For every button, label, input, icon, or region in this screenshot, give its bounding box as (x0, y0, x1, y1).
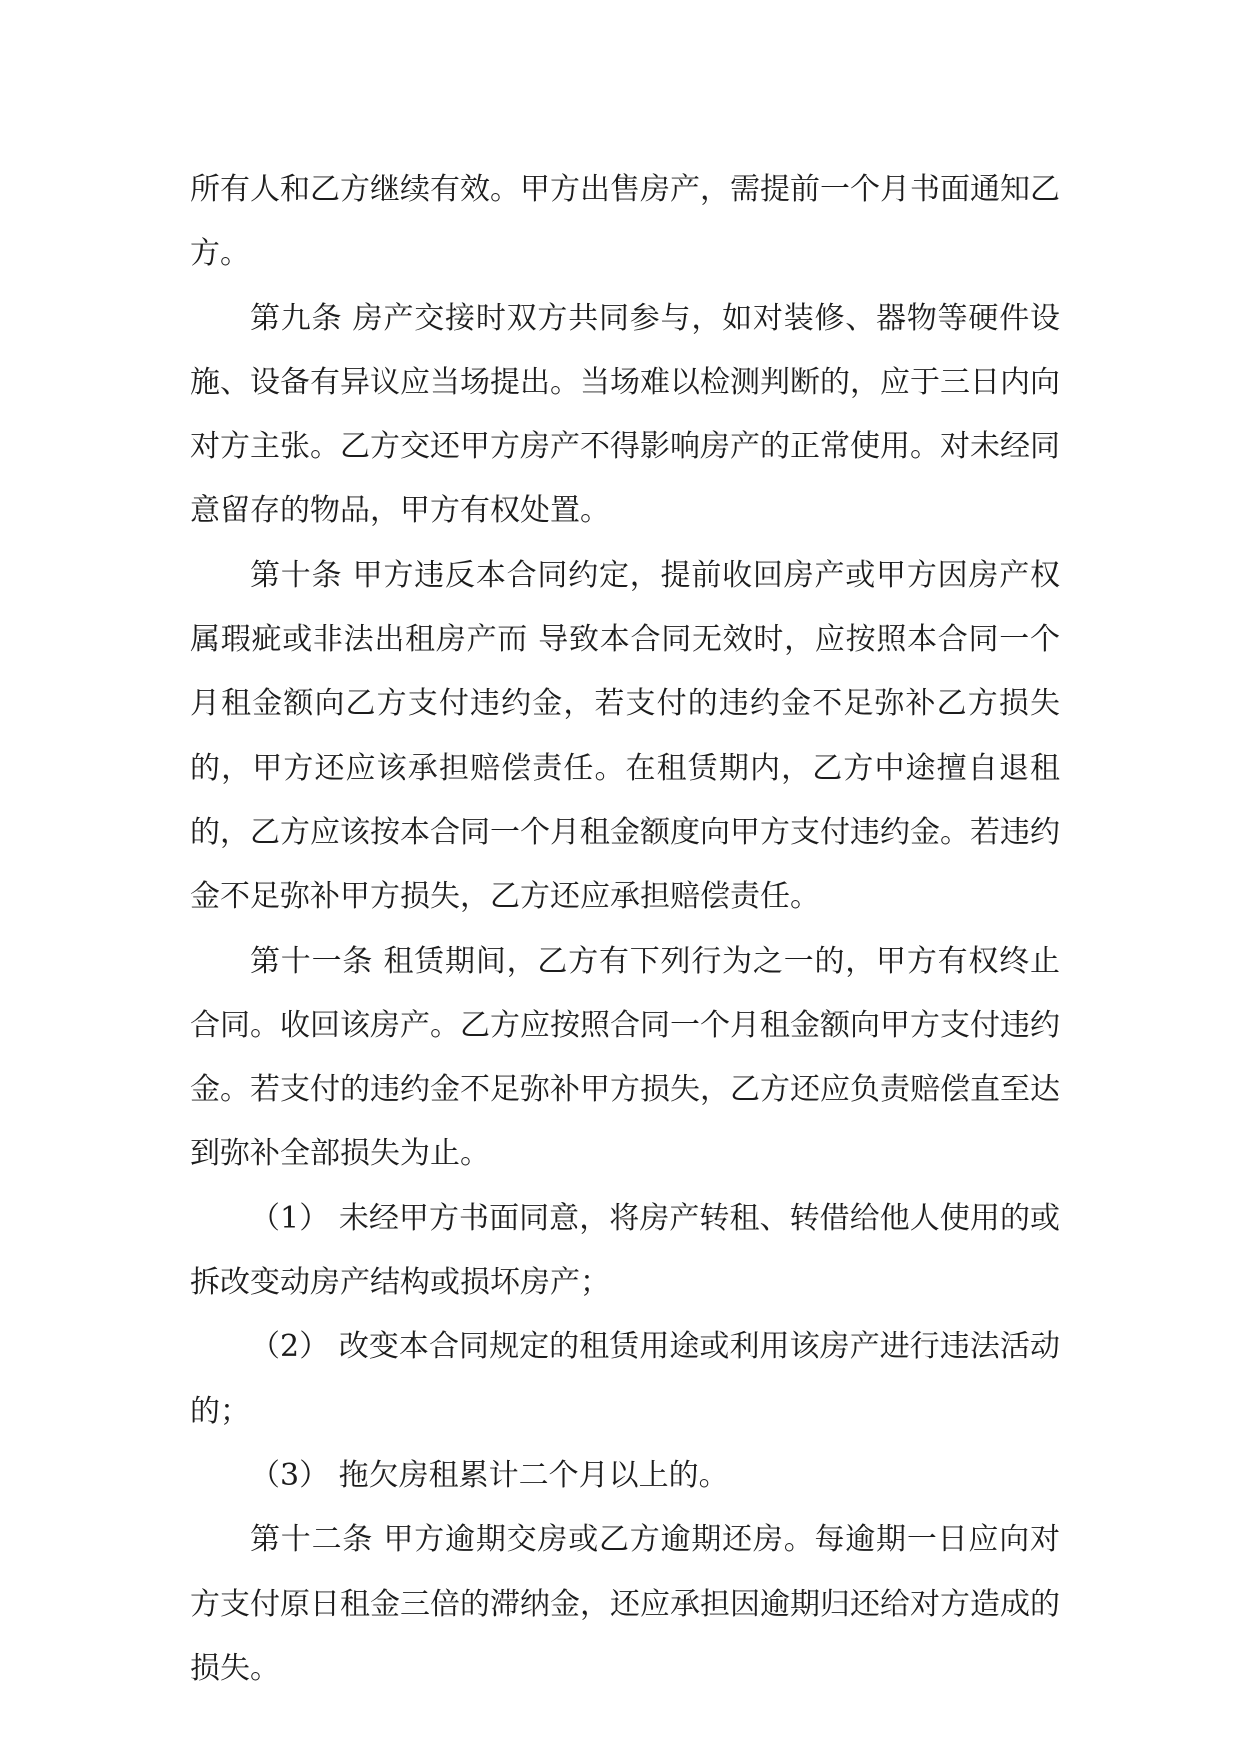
article-11-item-3: （3） 拖欠房租累计二个月以上的。 (250, 1457, 729, 1493)
article-11-item-1: （1） 未经甲方书面同意，将房产转租、转借给他人使用的或拆改变动房产结构或损坏房产； (190, 1200, 1060, 1301)
article-11-item-2: （2） 改变本合同规定的租赁用途或利用该房产进行违法活动的； (190, 1329, 1060, 1429)
article-11: 第十一条 租赁期间，乙方有下列行为之一的，甲方有权终止合同。收回该房产。乙方应按照合同一个月租金额向甲方支付违约金。若支付的违约金不足弥补甲方损失，乙方还应负责赔偿直至达到弥补全部损失为止。 (190, 943, 1060, 1172)
paragraph-continuation: 所有人和乙方继续有效。甲方出售房产，需提前一个月书面通知乙方。 (190, 172, 1060, 272)
article-12: 第十二条 甲方逾期交房或乙方逾期还房。每逾期一日应向对方支付原日租金三倍的滞纳金，还应承担因逾期归还给对方造成的损失。 (190, 1522, 1060, 1686)
article-9: 第九条 房产交接时双方共同参与，如对装修、器物等硬件设施、设备有异议应当场提出。当场难以检测判断的，应于三日内向对方主张。乙方交还甲方房产不得影响房产的正常使用。对未经同意留存的物品，甲方有权处置。 (190, 300, 1060, 529)
article-10: 第十条 甲方违反本合同约定，提前收回房产或甲方因房产权属瑕疵或非法出租房产而 导致本合同无效时，应按照本合同一个月租金额向乙方支付违约金，若支付的违约金不足弥补乙方损失的，甲方还应该承担赔偿责任。在租赁期内，乙方中途擅自退租的，乙方应该按本合同一个月租金额度向甲方支付违约金。若违约金不足弥补甲方损失，乙方还应承担赔偿责任。 (190, 557, 1060, 915)
document-body (190, 158, 1060, 1701)
